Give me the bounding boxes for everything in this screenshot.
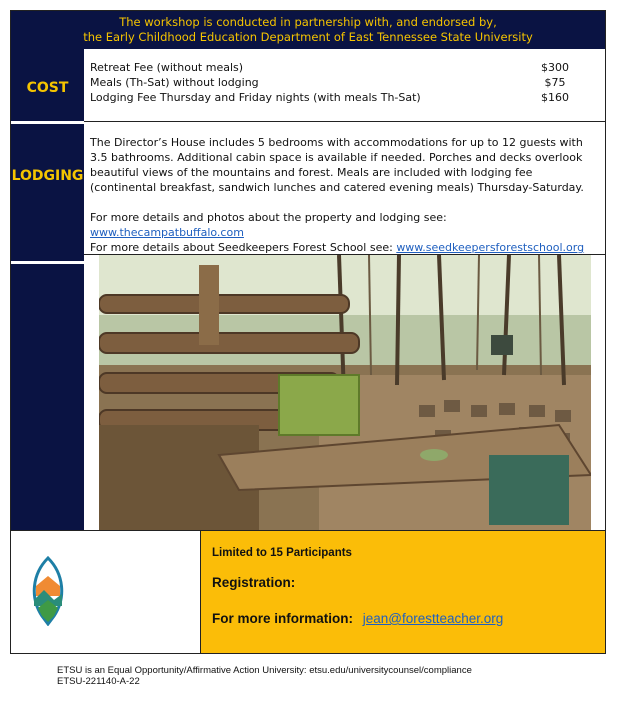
lodging-label: [11, 124, 84, 261]
fee-price: $75: [544, 76, 566, 89]
property-link[interactable]: www.thecampatbuffalo.com: [90, 226, 244, 239]
fee-name: Retreat Fee (without meals): [90, 61, 244, 74]
lodging-paragraph: The Director’s House includes 5 bedrooms with accommodations for up to 12 guests with 3.5 bathrooms. Additional cabin space is available if needed. Porches and decks overlook beautiful views of the mountains and forest. Meals are included with lodging fee (continental breakfast, sandwich lunches and catered evening meals) Thursday-Saturday.: [90, 136, 584, 194]
flyer-frame: [10, 10, 606, 654]
school-line: [90, 240, 600, 255]
side-fill: [11, 264, 84, 540]
more-info-label: For more information:: [212, 611, 353, 626]
fee-name: Meals (Th-Sat) without lodging: [90, 76, 259, 89]
cost-label-text: COST: [26, 79, 69, 96]
fee-name: Lodging Fee Thursday and Friday nights (with meals Th-Sat): [90, 91, 421, 104]
more-info-line: [212, 611, 503, 626]
property-text: For more details and photos about the property and lodging see:: [90, 211, 447, 224]
participant-limit: Limited to 15 Participants: [212, 547, 352, 559]
lodging-description: [90, 135, 600, 255]
partnership-banner: [11, 11, 605, 49]
fee-row: [90, 75, 595, 90]
signup-panel: [201, 530, 605, 653]
contact-email-link[interactable]: jean@forestteacher.org: [362, 611, 504, 626]
school-link[interactable]: www.seedkeepersforestschool.org: [396, 241, 585, 254]
forest-classroom-photo: [99, 255, 591, 540]
footer-line-1: ETSU is an Equal Opportunity/Affirmative Action University: etsu.edu/universitycounsel/compliance: [57, 665, 472, 676]
banner-line-1: The workshop is conducted in partnership with, and endorsed by,: [119, 15, 497, 29]
divider: [11, 49, 605, 52]
logo-panel: [11, 530, 201, 653]
fee-row: [90, 90, 595, 105]
registration-label: Registration:: [212, 575, 296, 590]
banner-line-2: the Early Childhood Education Department of East Tennessee State University: [83, 30, 533, 44]
footer: [57, 665, 472, 687]
fee-price: $160: [541, 91, 569, 104]
fee-row: [90, 60, 595, 75]
footer-line-2: ETSU-221140-A-22: [57, 676, 140, 687]
school-text: For more details about Seedkeepers Forest School see:: [90, 241, 393, 254]
cost-fee-list: [90, 60, 595, 105]
property-line: [90, 210, 600, 240]
fee-price: $300: [541, 61, 569, 74]
cost-label: [11, 54, 84, 121]
section-rule: [84, 121, 605, 122]
lodging-label-text: LODGING: [11, 168, 84, 184]
leaf-logo-icon: [28, 556, 68, 626]
